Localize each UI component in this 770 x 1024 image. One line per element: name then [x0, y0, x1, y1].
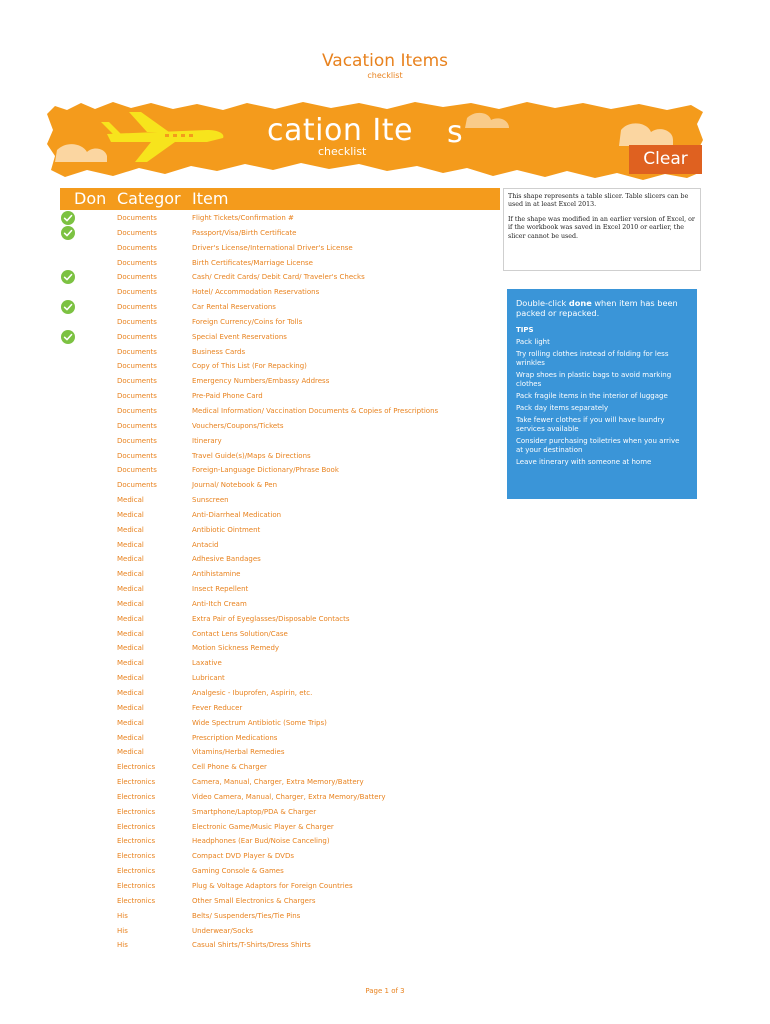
- category-cell: Medical: [117, 674, 144, 683]
- column-header-item[interactable]: Item: [192, 189, 229, 208]
- category-cell: Documents: [117, 451, 157, 460]
- item-cell: Itinerary: [192, 436, 222, 445]
- done-cell[interactable]: [61, 211, 77, 225]
- checklist-rows: [60, 211, 500, 953]
- table-row[interactable]: [60, 567, 500, 582]
- item-cell: Vouchers/Coupons/Tickets: [192, 421, 284, 430]
- tip-item: Leave itinerary with someone at home: [516, 458, 652, 466]
- done-cell[interactable]: [61, 597, 77, 611]
- table-row[interactable]: [60, 300, 500, 315]
- item-cell: Driver's License/International Driver's License: [192, 243, 353, 252]
- item-cell: Passport/Visa/Birth Certificate: [192, 228, 297, 237]
- category-cell: Medical: [117, 659, 144, 668]
- item-cell: Smartphone/Laptop/PDA & Charger: [192, 807, 317, 816]
- table-row[interactable]: [60, 523, 500, 538]
- table-row[interactable]: [60, 330, 500, 345]
- table-row[interactable]: [60, 419, 500, 434]
- category-cell: Documents: [117, 273, 157, 282]
- banner-subtitle: checklist: [318, 145, 367, 158]
- table-row[interactable]: [60, 731, 500, 746]
- slicer-note-line-2: If the shape was modified in an earlier version of Excel, or if the workbook was saved in Excel 2010 or earlier, the slicer cannot be used.: [508, 215, 695, 240]
- table-row[interactable]: [60, 463, 500, 478]
- item-cell: Emergency Numbers/Embassy Address: [192, 377, 330, 386]
- done-cell[interactable]: [61, 627, 77, 641]
- table-row[interactable]: [60, 909, 500, 924]
- item-cell: Foreign Currency/Coins for Tolls: [192, 317, 303, 326]
- tip-item: Pack light: [516, 338, 550, 346]
- table-row[interactable]: [60, 612, 500, 627]
- category-cell: Medical: [117, 733, 144, 742]
- done-cell[interactable]: [61, 493, 77, 507]
- done-cell[interactable]: [61, 345, 77, 359]
- category-cell: Medical: [117, 540, 144, 549]
- table-row[interactable]: [60, 745, 500, 760]
- item-cell: Vitamins/Herbal Remedies: [192, 748, 285, 757]
- table-row[interactable]: [60, 404, 500, 419]
- item-cell: Camera, Manual, Charger, Extra Memory/Battery: [192, 778, 364, 787]
- done-cell[interactable]: [61, 538, 77, 552]
- category-cell: Medical: [117, 689, 144, 697]
- item-cell: Anti-Itch Cream: [192, 599, 247, 608]
- item-cell: Electronic Game/Music Player & Charger: [192, 822, 334, 831]
- done-cell[interactable]: [61, 701, 77, 715]
- banner-title: cation Ite: [267, 113, 413, 148]
- done-cell[interactable]: [61, 790, 77, 804]
- table-row[interactable]: [60, 389, 500, 404]
- table-row[interactable]: [60, 285, 500, 300]
- table-row[interactable]: [60, 478, 500, 493]
- item-cell: Adhesive Bandages: [192, 555, 261, 564]
- tips-panel: [507, 289, 697, 499]
- done-cell[interactable]: [61, 612, 77, 626]
- done-cell[interactable]: [61, 760, 77, 774]
- category-cell: Documents: [117, 243, 157, 252]
- table-row[interactable]: [60, 924, 500, 939]
- table-row[interactable]: [60, 493, 500, 508]
- table-row[interactable]: [60, 449, 500, 464]
- done-cell[interactable]: [61, 582, 77, 596]
- table-row[interactable]: [60, 760, 500, 775]
- category-cell: Documents: [117, 347, 157, 356]
- table-row[interactable]: [60, 538, 500, 553]
- table-row[interactable]: [60, 701, 500, 716]
- table-row[interactable]: [60, 864, 500, 879]
- done-cell[interactable]: [61, 256, 77, 270]
- table-row[interactable]: [60, 627, 500, 642]
- category-cell: Documents: [117, 317, 157, 326]
- table-row[interactable]: [60, 256, 500, 271]
- category-cell: Medical: [117, 585, 144, 594]
- done-cell[interactable]: [61, 716, 77, 730]
- table-row[interactable]: [60, 552, 500, 567]
- column-header-done[interactable]: Don: [74, 189, 107, 208]
- item-cell: Cash/ Credit Cards/ Debit Card/ Traveler's Checks: [192, 273, 365, 282]
- item-cell: Medical Information/ Vaccination Documents & Copies of Prescriptions: [192, 406, 439, 415]
- table-row[interactable]: [60, 374, 500, 389]
- tip-item: Wrap shoes in plastic bags to avoid marking clothes: [516, 371, 672, 388]
- category-cell: Medical: [117, 644, 144, 653]
- item-cell: Prescription Medications: [192, 733, 278, 742]
- category-cell: Electronics: [117, 822, 156, 831]
- done-cell[interactable]: [61, 389, 77, 403]
- table-header: [60, 188, 500, 210]
- item-cell: Antacid: [192, 540, 219, 549]
- done-cell[interactable]: [61, 404, 77, 418]
- category-cell: Medical: [117, 525, 144, 534]
- item-cell: Compact DVD Player & DVDs: [192, 852, 294, 861]
- category-cell: Electronics: [117, 778, 156, 787]
- table-row[interactable]: [60, 656, 500, 671]
- category-cell: Electronics: [117, 867, 156, 876]
- done-cell[interactable]: [61, 270, 77, 284]
- category-cell: Documents: [117, 377, 157, 386]
- category-cell: Documents: [117, 288, 157, 297]
- table-row[interactable]: [60, 315, 500, 330]
- category-cell: Electronics: [117, 837, 156, 846]
- check-icon: [61, 300, 75, 314]
- category-cell: Documents: [117, 362, 157, 371]
- category-cell: Electronics: [117, 852, 156, 861]
- check-icon: [61, 270, 75, 284]
- category-cell: Medical: [117, 496, 144, 505]
- table-row[interactable]: [60, 359, 500, 374]
- page-title: Vacation Items: [321, 51, 448, 71]
- category-cell: Medical: [117, 718, 144, 727]
- table-row[interactable]: [60, 671, 500, 686]
- category-cell: Medical: [117, 599, 144, 608]
- category-cell: Medical: [117, 570, 144, 579]
- item-cell: Belts/ Suspenders/Ties/Tie Pins: [192, 911, 301, 920]
- table-row[interactable]: [60, 211, 500, 226]
- item-cell: Hotel/ Accommodation Reservations: [192, 288, 320, 297]
- category-cell: Documents: [117, 332, 157, 341]
- done-cell[interactable]: [61, 834, 77, 848]
- done-cell[interactable]: [61, 523, 77, 537]
- column-header-category[interactable]: Categor: [117, 189, 181, 208]
- item-cell: Antibiotic Ointment: [192, 525, 261, 534]
- item-cell: Gaming Console & Games: [192, 867, 284, 876]
- category-cell: Medical: [117, 614, 144, 623]
- done-cell[interactable]: [61, 552, 77, 566]
- table-row[interactable]: [60, 597, 500, 612]
- done-cell[interactable]: [61, 909, 77, 923]
- page-number: Page 1 of 3: [365, 987, 405, 995]
- item-cell: Wide Spectrum Antibiotic (Some Trips): [192, 718, 327, 727]
- category-cell: Documents: [117, 481, 157, 490]
- category-cell: Documents: [117, 421, 157, 430]
- table-row[interactable]: [60, 790, 500, 805]
- item-cell: Antihistamine: [192, 570, 241, 579]
- tip-item: Consider purchasing toiletries when you arrive at your destination: [516, 437, 680, 454]
- done-cell[interactable]: [61, 567, 77, 581]
- done-cell[interactable]: [61, 434, 77, 448]
- clear-button[interactable]: Clear: [629, 145, 702, 174]
- category-cell: Medical: [117, 555, 144, 564]
- category-cell: His: [117, 926, 128, 935]
- done-cell[interactable]: [61, 374, 77, 388]
- item-cell: Pre-Paid Phone Card: [192, 392, 263, 401]
- done-cell[interactable]: [61, 686, 77, 700]
- done-cell[interactable]: [61, 671, 77, 685]
- category-cell: His: [117, 911, 128, 920]
- category-cell: Medical: [117, 629, 144, 638]
- item-cell: Fever Reducer: [192, 703, 243, 712]
- item-cell: Foreign-Language Dictionary/Phrase Book: [192, 466, 339, 475]
- item-cell: Lubricant: [192, 674, 225, 683]
- done-cell[interactable]: [61, 641, 77, 655]
- slicer-note: [503, 188, 701, 271]
- category-cell: Electronics: [117, 763, 156, 772]
- item-cell: Car Rental Reservations: [192, 303, 276, 312]
- item-cell: Sunscreen: [192, 496, 229, 505]
- category-cell: Documents: [117, 406, 157, 415]
- table-row[interactable]: [60, 345, 500, 360]
- svg-text:s: s: [447, 115, 463, 150]
- item-cell: Birth Certificates/Marriage License: [192, 258, 313, 267]
- item-cell: Casual Shirts/T-Shirts/Dress Shirts: [192, 941, 311, 950]
- done-cell[interactable]: [61, 864, 77, 878]
- tips-intro: Double-click done when item has been packed or repacked.: [516, 298, 678, 318]
- done-cell[interactable]: [61, 359, 77, 373]
- done-cell[interactable]: [61, 330, 77, 344]
- item-cell: Business Cards: [192, 347, 246, 356]
- table-row[interactable]: [60, 434, 500, 449]
- item-cell: Headphones (Ear Bud/Noise Canceling): [192, 837, 330, 846]
- table-row[interactable]: [60, 938, 500, 953]
- category-cell: Medical: [117, 703, 144, 712]
- item-cell: Underwear/Socks: [192, 926, 254, 935]
- category-cell: Documents: [117, 392, 157, 401]
- item-cell: Flight Tickets/Confirmation #: [192, 214, 294, 222]
- done-cell[interactable]: [61, 820, 77, 834]
- item-cell: Video Camera, Manual, Charger, Extra Memory/Battery: [192, 792, 386, 801]
- tip-item: Pack day items separately: [516, 404, 609, 412]
- page-subtitle: checklist: [367, 71, 403, 80]
- item-cell: Insect Repellent: [192, 585, 249, 594]
- done-cell[interactable]: [61, 463, 77, 477]
- slicer-note-line-1: This shape represents a table slicer. Table slicers can be used in at least Excel 2013.: [508, 193, 689, 209]
- table-row[interactable]: [60, 775, 500, 790]
- table-row[interactable]: [60, 849, 500, 864]
- item-cell: Anti-Diarrheal Medication: [192, 510, 282, 519]
- done-cell[interactable]: [61, 241, 77, 255]
- category-cell: Electronics: [117, 896, 156, 905]
- done-cell[interactable]: [61, 879, 77, 893]
- check-icon: [61, 211, 75, 225]
- item-cell: Copy of This List (For Repacking): [192, 362, 307, 371]
- category-cell: Documents: [117, 258, 157, 267]
- table-row[interactable]: [60, 834, 500, 849]
- done-cell[interactable]: [61, 745, 77, 759]
- table-row[interactable]: [60, 879, 500, 894]
- table-row[interactable]: [60, 582, 500, 597]
- item-cell: Plug & Voltage Adaptors for Foreign Countries: [192, 881, 353, 890]
- table-row[interactable]: [60, 241, 500, 256]
- category-cell: Documents: [117, 303, 157, 312]
- done-cell[interactable]: [61, 508, 77, 522]
- table-row[interactable]: [60, 894, 500, 909]
- done-cell[interactable]: [61, 315, 77, 329]
- category-cell: Electronics: [117, 881, 156, 890]
- done-cell[interactable]: [61, 849, 77, 863]
- category-cell: Documents: [117, 436, 157, 445]
- item-cell: Special Event Reservations: [192, 332, 287, 341]
- category-cell: Medical: [117, 748, 144, 757]
- done-cell[interactable]: [61, 285, 77, 299]
- table-row[interactable]: [60, 820, 500, 835]
- tip-item: Try rolling clothes instead of folding for less wrinkles: [516, 350, 669, 367]
- tips-heading: TIPS: [516, 326, 534, 334]
- item-cell: Extra Pair of Eyeglasses/Disposable Contacts: [192, 614, 350, 623]
- done-cell[interactable]: [61, 300, 77, 314]
- category-cell: Documents: [117, 214, 157, 222]
- table-row[interactable]: [60, 270, 500, 285]
- done-cell[interactable]: [61, 894, 77, 908]
- check-icon: [61, 226, 75, 240]
- check-icon: [61, 330, 75, 344]
- category-cell: Electronics: [117, 807, 156, 816]
- done-cell[interactable]: [61, 478, 77, 492]
- table-row[interactable]: [60, 686, 500, 701]
- done-cell[interactable]: [61, 938, 77, 952]
- item-cell: Journal/ Notebook & Pen: [192, 481, 278, 490]
- table-row[interactable]: [60, 716, 500, 731]
- item-cell: Travel Guide(s)/Maps & Directions: [192, 451, 311, 460]
- done-cell[interactable]: [61, 731, 77, 745]
- item-cell: Cell Phone & Charger: [192, 763, 267, 772]
- category-cell: His: [117, 941, 128, 950]
- table-row[interactable]: [60, 641, 500, 656]
- item-cell: Analgesic - Ibuprofen, Aspirin, etc.: [192, 689, 313, 697]
- done-cell[interactable]: [61, 419, 77, 433]
- table-row[interactable]: [60, 226, 500, 241]
- tip-item: Take fewer clothes if you will have laundry services available: [516, 416, 665, 433]
- item-cell: Laxative: [192, 659, 222, 668]
- tip-item: Pack fragile items in the interior of luggage: [516, 392, 668, 400]
- table-row[interactable]: [60, 508, 500, 523]
- category-cell: Documents: [117, 228, 157, 237]
- item-cell: Other Small Electronics & Chargers: [192, 896, 316, 905]
- category-cell: Medical: [117, 510, 144, 519]
- done-cell[interactable]: [61, 449, 77, 463]
- done-cell[interactable]: [61, 805, 77, 819]
- done-cell[interactable]: [61, 775, 77, 789]
- done-cell[interactable]: [61, 656, 77, 670]
- category-cell: Electronics: [117, 792, 156, 801]
- table-row[interactable]: [60, 805, 500, 820]
- done-cell[interactable]: [61, 924, 77, 938]
- item-cell: Contact Lens Solution/Case: [192, 629, 288, 638]
- item-cell: Motion Sickness Remedy: [192, 644, 280, 653]
- category-cell: Documents: [117, 466, 157, 475]
- done-cell[interactable]: [61, 226, 77, 240]
